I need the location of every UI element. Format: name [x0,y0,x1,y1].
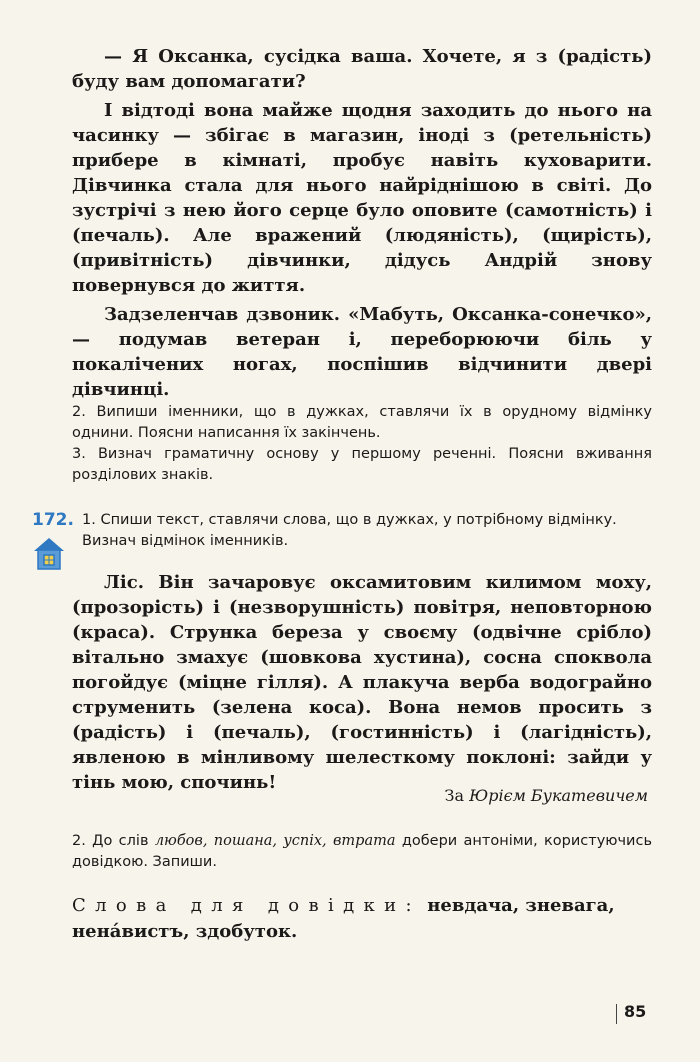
task-list [72,402,652,486]
reference-words [72,893,652,945]
page-number: 85 [624,1002,647,1021]
house-icon [32,535,66,571]
task2-before: 2. До слів [72,833,155,849]
author-prefix: За [444,786,465,805]
exercise-number: 172. [32,510,74,530]
task-3: 3. Визнач граматичну основу у першому реченні. Поясни вживання розділових знаків. [72,446,652,483]
story-paragraph-2: І відтоді вона майже щодня заходить до нього на часинку — збігає в магазин, іноді з (ретельність) прибере в кімнаті, пробує навіть куховарити. Дівчинка стала для нього найріднішою в світі. До зустрічі з нею його серце було оповите (самотність) і (печаль). Але вражений (людяність), (щирість), (привітність) дівчинки, дідусь Андрій знову повернувся до життя. [72,100,652,296]
exercise-task-2 [72,831,652,873]
task-2: 2. Випиши іменники, що в дужках, ставлячи їх в орудному відмінку однини. Поясни написання їх закінчень. [72,404,652,441]
story-paragraph-3: Задзеленчав дзвоник. «Мабуть, Оксанка-сонечко»,— подумав ветеран і, переборюючи біль у покалічених ногах, поспішив відчинити двері дівчинці. [72,304,652,400]
page-number-divider [616,1004,617,1024]
exercise-text [72,570,652,795]
author-name: Юрієм Букатевичем [469,786,648,805]
reference-label: Слова для довідки: [72,895,421,916]
task2-after: добери антоніми, користуючись довідкою. Запиши. [72,833,652,870]
exercise-text-paragraph: Ліс. Він зачаровує оксамитовим килимом моху, (прозорість) і (незворушність) повітря, неповторною (краса). Струнка береза у своєму (одвічне срібло) вітально змахує (шовкова хустина), сосна споквола погойдує (міцне гілля). А плакуча верба водограйно струменить (зелена коса). Вона немов просить з (радість) і (печаль), (гостинність) і (лагідність), явленою в мінливому шелесткому поклоні: зайди у тінь мою, спочинь! [72,572,652,793]
task2-words: любов, пошана, успіх, втрата [154,833,396,849]
reference-list: невдача, зневага, нена́вистъ, здобуток. [72,895,615,942]
exercise-task-1-text: 1. Спиши текст, ставлячи слова, що в дужках, у потрібному відмінку. Визнач відмінок іменників. [82,512,617,549]
story-text [72,44,652,402]
exercise-task-2-text [72,831,652,873]
author-credit [445,786,648,805]
exercise-task-1 [82,510,654,552]
story-paragraph-1: — Я Оксанка, сусідка ваша. Хочете, я з (радість) буду вам допомагати? [72,46,652,92]
